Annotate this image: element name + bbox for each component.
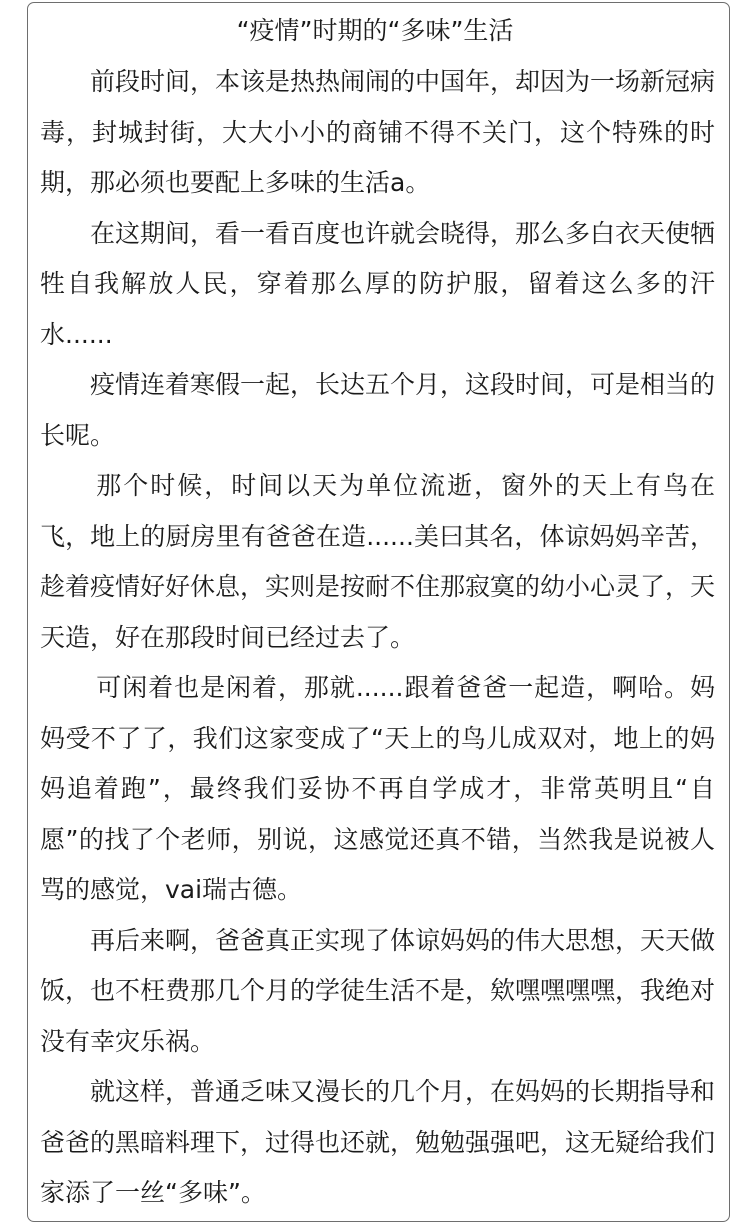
paragraph-6: 再后来啊，爸爸真正实现了体谅妈妈的伟大思想，天天做饭，也不枉费那几个月的学徒生活不是，欸嘿嘿嘿嘿，我绝对没有幸灾乐祸。 [40,925,716,1056]
paragraph-2: 在这期间，看一看百度也许就会晓得，那么多白衣天使牺牲自我解放人民，穿着那么厚的防护服，留着这么多的汗水...... [40,218,716,349]
paragraph-5: 可闲着也是闲着，那就......跟着爸爸一起造，啊哈。妈妈受不了了，我们这家变成了“天上的鸟儿成双对，地上的妈妈追着跑”，最终我们妥协不再自学成才，非常英明且“自愿”的找了个老师，别说，这感觉还真不错，当然我是说被人骂的感觉，vai瑞古德。 [40,673,715,904]
paragraph-1: 前段时间，本该是热热闹闹的中国年，却因为一场新冠病毒，封城封街，大大小小的商铺不得不关门，这个特殊的时期，那必须也要配上多味的生活a。 [40,67,716,197]
article-body [40,57,715,1219]
article-title: “疫情”时期的“多味”生活 [236,16,514,45]
paragraph-3: 疫情连着寒假一起，长达五个月，这段时间，可是相当的长呢。 [40,370,716,450]
paragraph-7: 就这样，普通乏味又漫长的几个月，在妈妈的长期指导和爸爸的黑暗料理下，过得也还就，勉勉强强吧，这无疑给我们家添了一丝“多味”。 [40,1077,716,1207]
paragraph-4: 那个时候，时间以天为单位流逝，窗外的天上有鸟在飞，地上的厨房里有爸爸在造......美曰其名，体谅妈妈辛苦，趁着疫情好好休息，实则是按耐不住那寂寞的幼小心灵了，天天造，好在那段时间已经过去了。 [40,471,716,652]
